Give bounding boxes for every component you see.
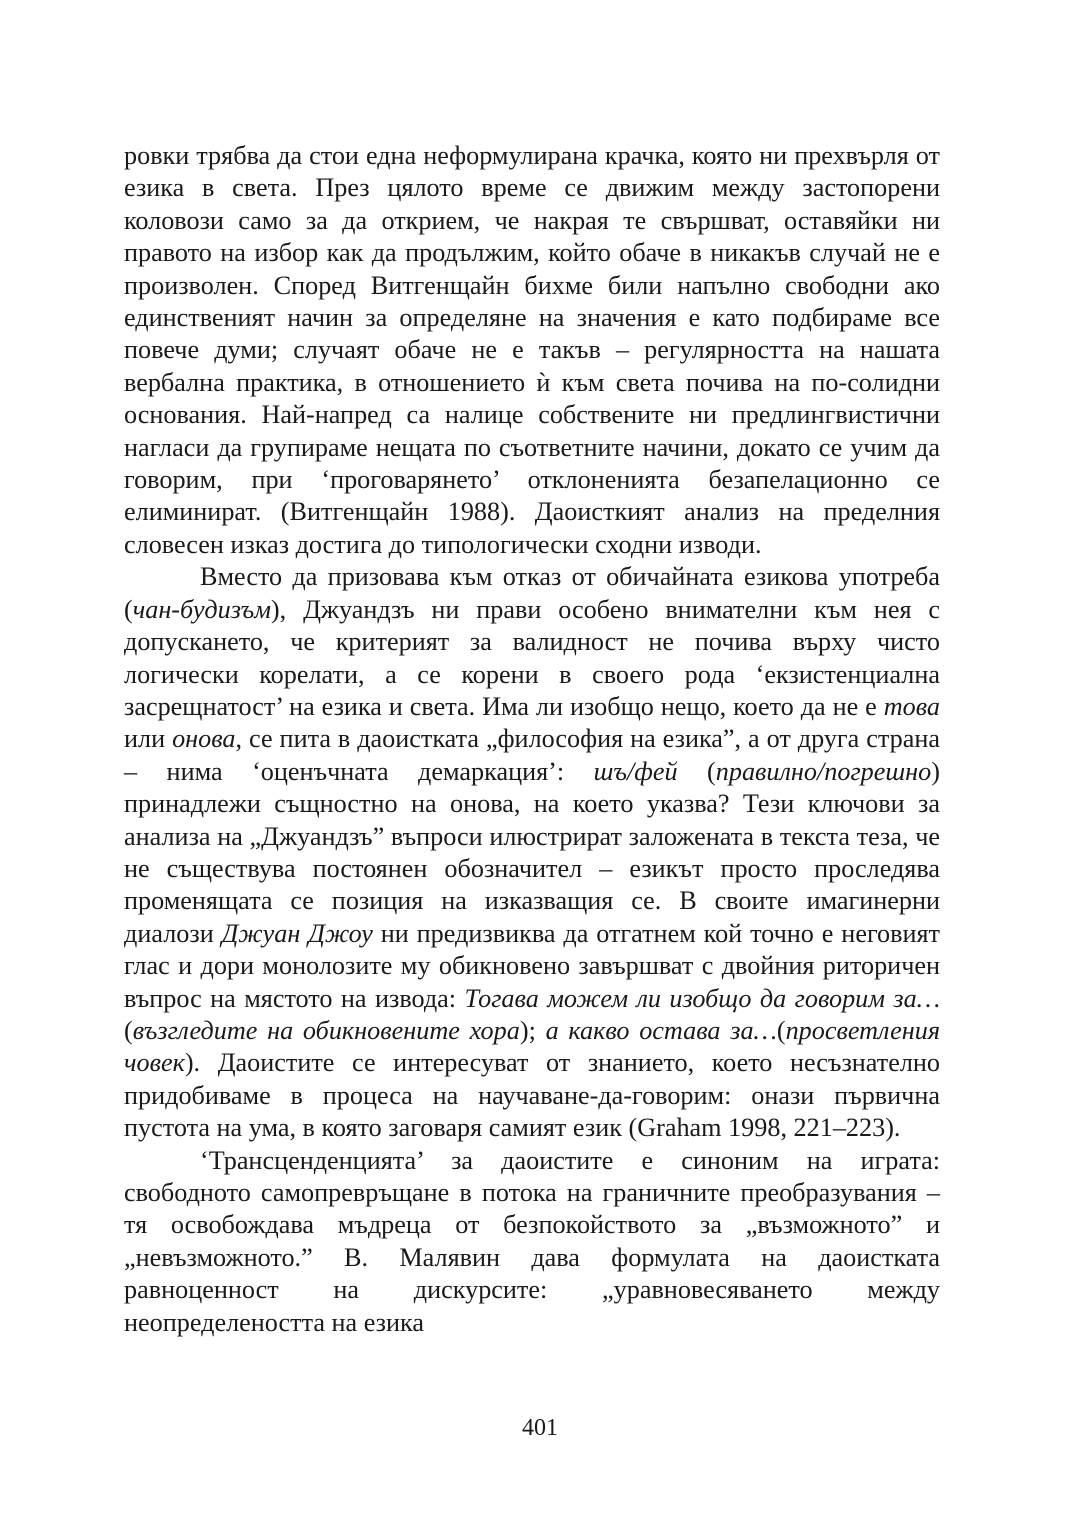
italic-run: чан-будизъм bbox=[132, 594, 271, 624]
paragraph-2 bbox=[124, 561, 940, 1144]
text-run: или bbox=[124, 724, 173, 754]
page-number: 401 bbox=[522, 1415, 558, 1441]
italic-run: онова bbox=[172, 724, 236, 754]
italic-run: Джуан Джоу bbox=[221, 918, 373, 948]
page-body bbox=[124, 140, 940, 1339]
text-run: ( bbox=[776, 1015, 786, 1045]
text-run: ). Даоистите се интересуват от знанието, което несъзнателно придобиваме в процеса на научаване-да-говорим: онази първична пустота на ума, в която заговаря самият език (Graham 1998, 221–223). bbox=[124, 1048, 940, 1143]
text-run: ), Джуандзъ ни прави особено внимателни към нея с допускането, че критерият за валидност не почива върху чисто логически корелати, а се корени в своего рода ‘екзистенциална засрещнатост’ на езика и света. Има ли изобщо нещо, което да не е bbox=[124, 594, 940, 721]
italic-run: а какво остава за… bbox=[545, 1015, 777, 1045]
text-run: ни предизвиква да отгатнем кой точно е неговият глас и дори монолозите му обикновено завършват с двойния риторичен въпрос на мястото на извода: bbox=[124, 918, 940, 1013]
italic-run: Тогава можем ли изобщо да говорим за… bbox=[464, 983, 940, 1013]
italic-run: това bbox=[883, 691, 940, 721]
text-run: ( bbox=[677, 756, 716, 786]
text-run: ) принадлежи същностно на онова, на което указва? Тези ключови за анализа на „Джуандзъ” въпроси илюстрират заложената в текста теза, че не съществува постоянен обозначител – езикът просто проследява променящата се позиция на изказващия се. В своите имагинерни диалози bbox=[124, 756, 940, 948]
text-run: Вместо да призовава към отказ от обичайната езикова употреба ( bbox=[124, 562, 940, 624]
text-run: , се пита в даоистката „философия на езика”, а от друга страна – нима ‘оценъчната демаркация’: bbox=[124, 724, 940, 786]
text-run: ( bbox=[124, 1015, 133, 1045]
italic-run: правилно/погрешно bbox=[715, 756, 932, 786]
italic-run: просветления човек bbox=[124, 1015, 940, 1078]
italic-run: шъ/фей bbox=[593, 756, 678, 786]
text-run: ); bbox=[519, 1015, 546, 1045]
paragraph-1: ровки трябва да стои една неформулирана крачка, която ни прехвърля от езика в света. През цялото време се движим между застопорени коловози само за да открием, че накрая те свършват, оставяйки ни правото на избор как да продължим, който обаче в никакъв случай не е произволен. Според Витгенщайн бихме били напълно свободни ако единственият начин за определяне на значения е като подбираме все повече думи; случаят обаче не е такъв – регулярността на нашата вербална практика, в отношението ѝ към света почива на по-солидни основания. Най-напред са налице собствените ни предлингвистични нагласи да групираме нещата по съответните начини, докато се учим да говорим, при ‘проговарянето’ отклоненията безапелационно се елиминират. (Витгенщайн 1988). Даоисткият анализ на пределния словесен изказ достига до типологически сходни изводи. bbox=[124, 141, 940, 559]
paragraph-3: ‘Трансценденцията’ за даоистите е синоним на играта: свободното самопревръщане в потока на граничните преобразувания – тя освобождава мъдреца от безпокойството за „възможното” и „невъзможното.” В. Малявин дава формулата на даоистката равноценност на дискурсите: „уравновесяването между неопределеността на езика bbox=[124, 1145, 940, 1337]
italic-run: възгледите на обикновените хора bbox=[132, 1015, 520, 1045]
